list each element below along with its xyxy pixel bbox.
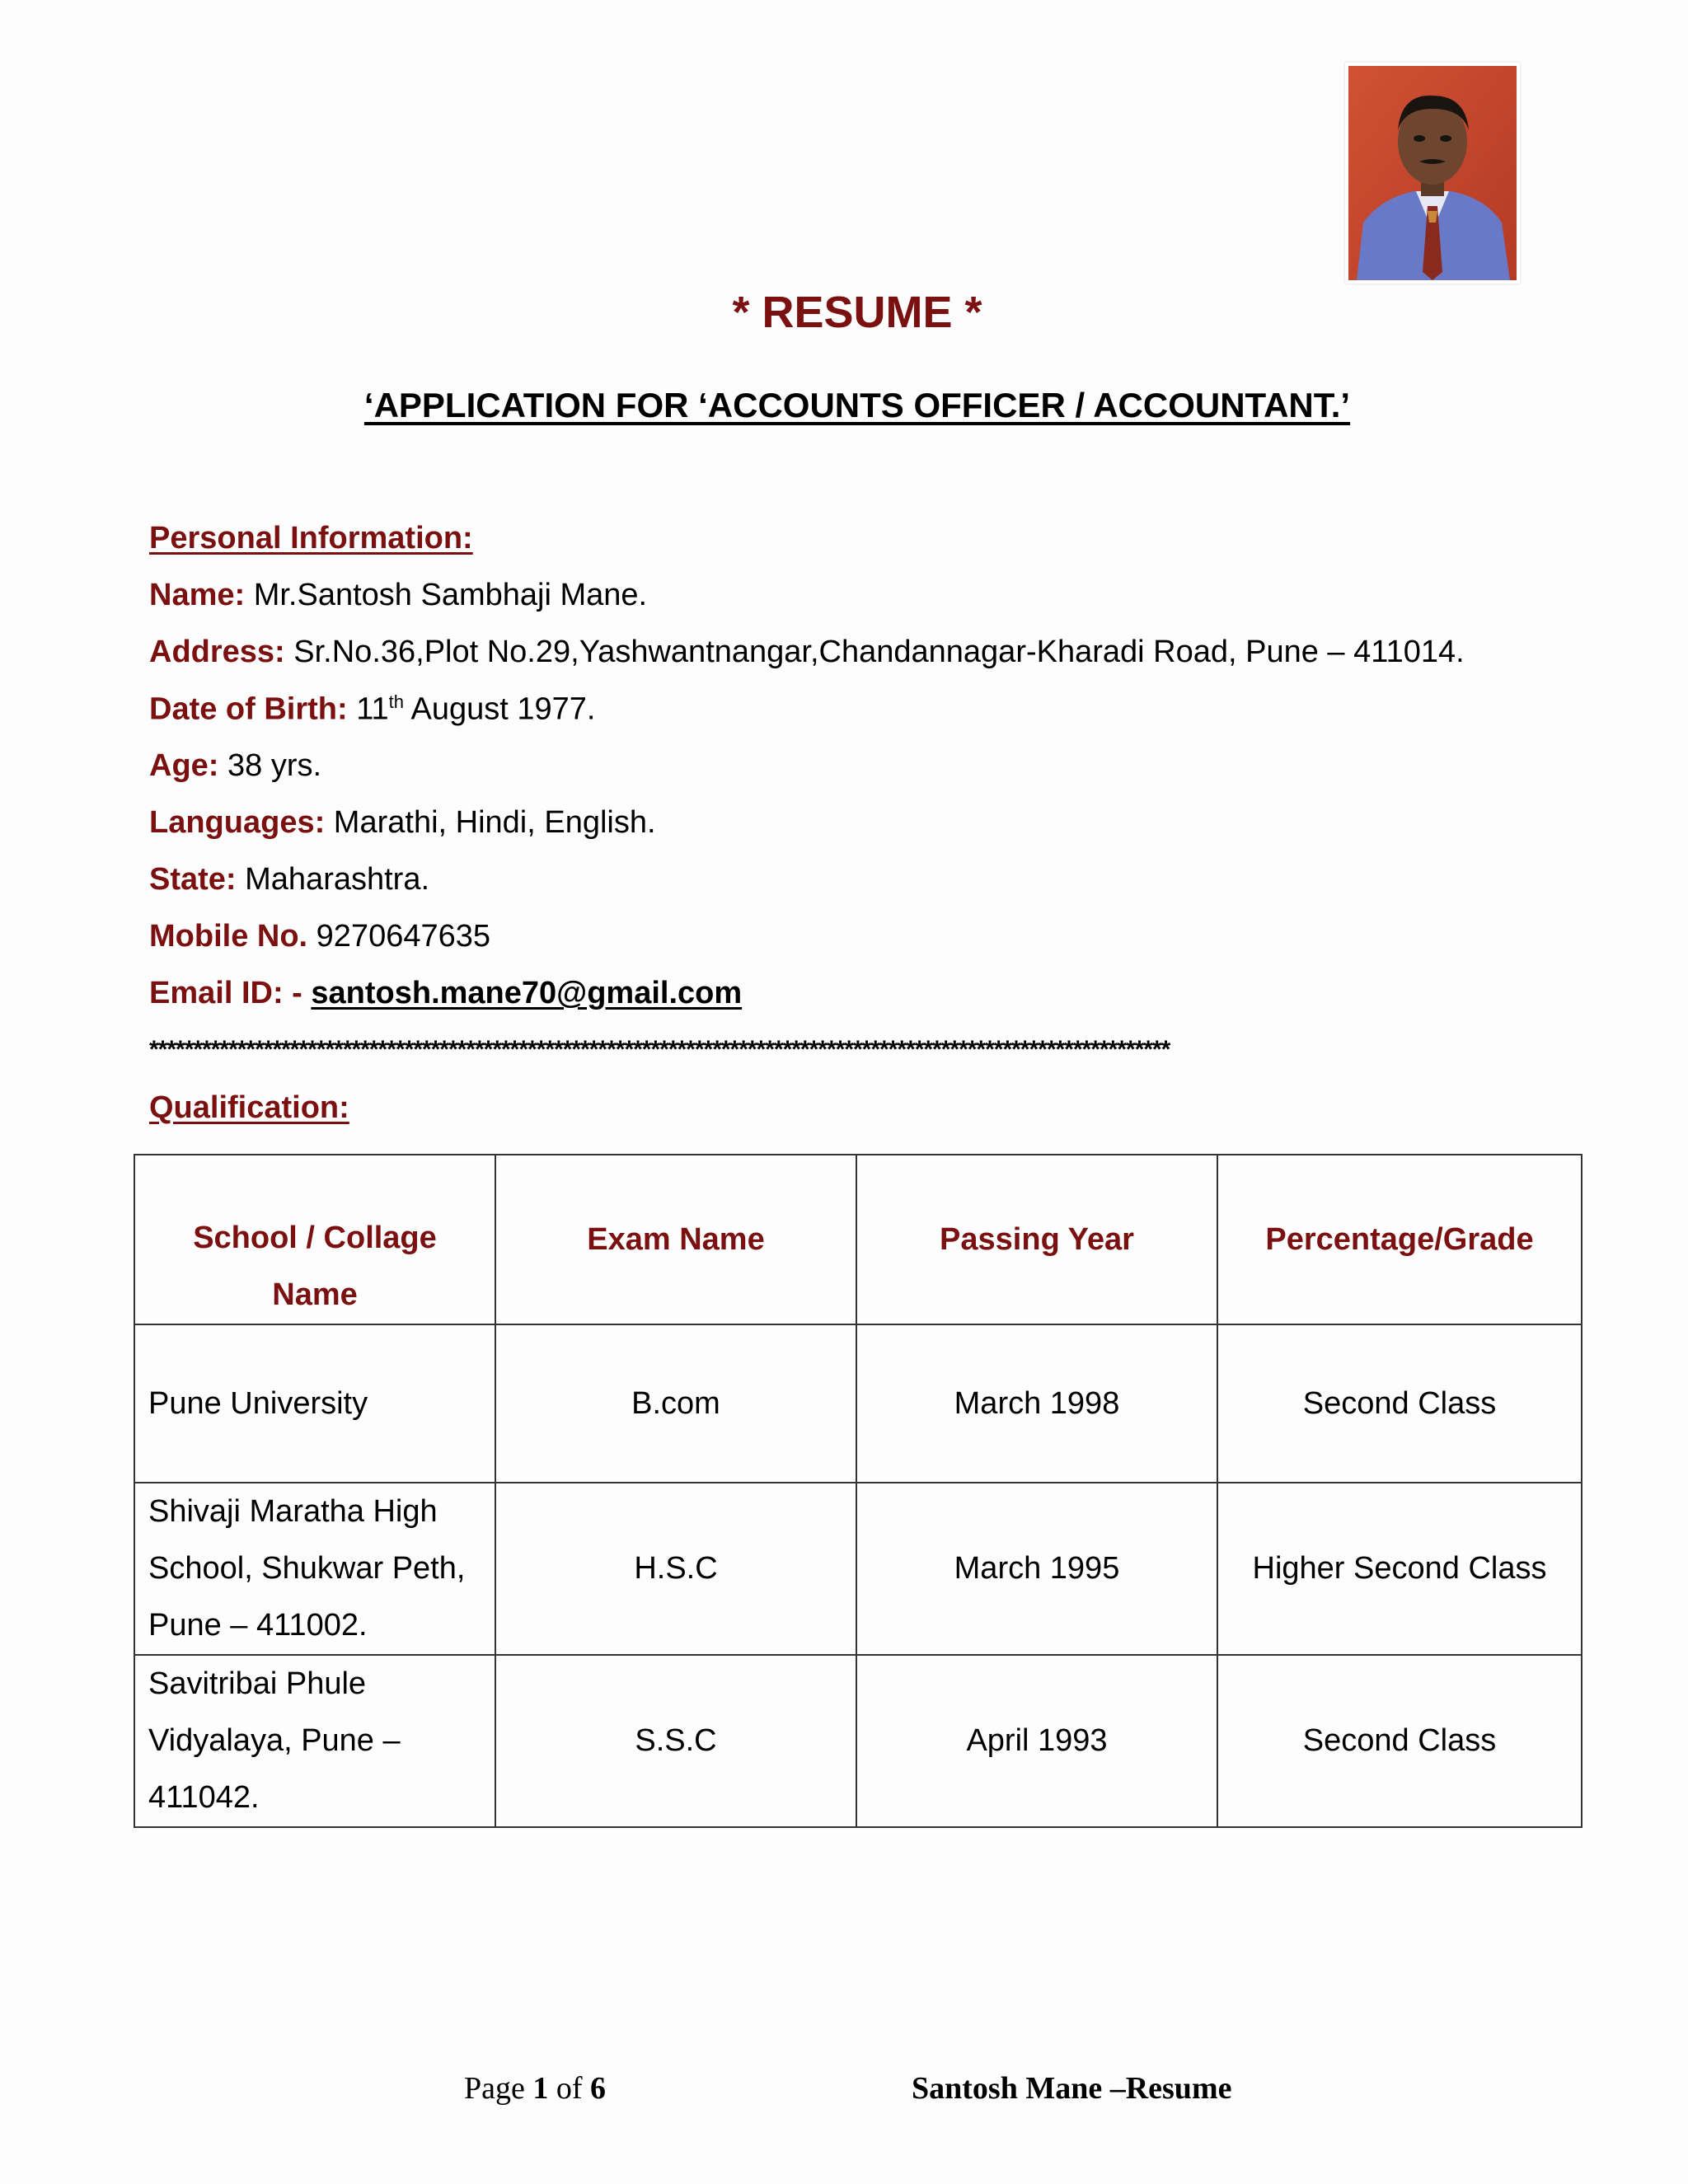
exam-cell: S.S.C [495,1655,856,1827]
dob-day: 11 [347,691,389,727]
column-header-school: School / Collage Name [134,1155,495,1324]
address-label: Address: [149,635,285,669]
grade-cell: Higher Second Class [1217,1483,1582,1655]
table-row [134,1655,1582,1827]
languages-value: Marathi, Hindi, English. [325,805,656,840]
of-word: of [556,2071,583,2106]
name-label: Name: [149,578,246,612]
name-value: Mr.Santosh Sambhaji Mane. [245,578,648,612]
state-label: State: [149,862,237,897]
mobile-value: 9270647635 [307,919,491,954]
year-cell: March 1998 [856,1324,1217,1483]
dob-label: Date of Birth: [149,691,348,727]
dob-suffix: th [388,691,405,712]
page-total: 6 [590,2071,607,2106]
state-value: Maharashtra. [236,862,430,897]
dob-rest: August 1977. [404,691,596,727]
email-label: Email ID: - [149,976,302,1010]
application-subtitle: ‘APPLICATION FOR ‘ACCOUNTS OFFICER / ACCOUNTANT.’ [363,386,1351,424]
profile-photo [1345,63,1520,284]
column-header-year: Passing Year [856,1155,1217,1324]
portrait-image [1348,66,1517,280]
name-row [149,578,647,613]
table-row [134,1483,1582,1655]
school-cell: Savitribai Phule Vidyalaya, Pune – 411042. [134,1655,495,1827]
column-header-grade: Percentage/Grade [1217,1155,1582,1324]
separator-line: ******************************************************************************************************************** [149,1036,1170,1063]
email-row [149,976,742,1011]
page-number [464,2070,606,2107]
grade-cell: Second Class [1217,1324,1582,1483]
exam-cell: H.S.C [495,1483,856,1655]
school-cell: Pune University [134,1324,495,1483]
email-link[interactable]: santosh.mane70@gmail.com [311,976,743,1010]
dob-row [149,691,595,728]
age-label: Age: [149,748,219,783]
qualification-heading: Qualification: [149,1090,349,1125]
personal-info-heading: Personal Information: [149,521,473,555]
resume-title: * RESUME * [732,288,982,337]
mobile-row [149,919,490,954]
school-cell: Shivaji Maratha High School, Shukwar Peth, Pune – 411002. [134,1483,495,1655]
year-cell: March 1995 [856,1483,1217,1655]
exam-cell: B.com [495,1324,856,1483]
page-word: Page [464,2071,525,2106]
state-row [149,862,429,898]
page-current: 1 [532,2071,549,2106]
column-header-exam: Exam Name [495,1155,856,1324]
table-row [134,1324,1582,1483]
mobile-label: Mobile No. [149,919,308,954]
languages-label: Languages: [149,805,326,840]
age-row [149,748,321,784]
year-cell: April 1993 [856,1655,1217,1827]
qualification-table [134,1154,1582,1828]
footer-doc-label: Santosh Mane –Resume [912,2071,1232,2106]
languages-row [149,805,656,841]
table-header-row [134,1155,1582,1324]
address-value: Sr.No.36,Plot No.29,Yashwantnangar,Chandannagar-Kharadi Road, Pune – 411014. [284,635,1465,669]
age-value: 38 yrs. [218,748,322,783]
address-row [149,635,1465,670]
grade-cell: Second Class [1217,1655,1582,1827]
